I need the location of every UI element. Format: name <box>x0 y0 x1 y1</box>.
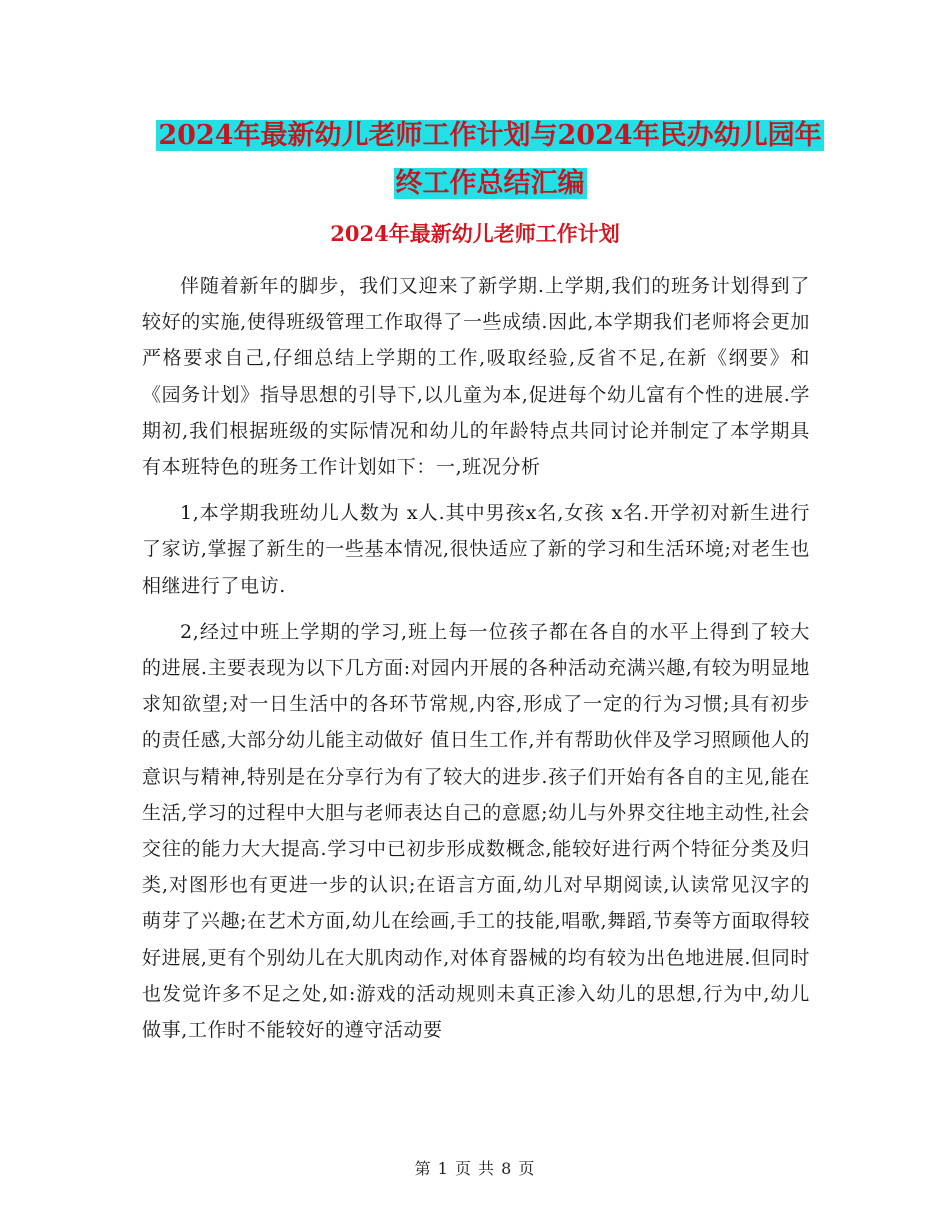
document-title <box>140 112 840 208</box>
document-body <box>142 268 810 1048</box>
paragraph-intro: 伴随着新年的脚步，我们又迎来了新学期.上学期,我们的班务计划得到了较好的实施,使得班级管理工作取得了一些成绩.因此,本学期我们老师将会更加严格要求自己,仔细总结上学期的工作,吸取经验,反省不足,在新《纲要》和《园务计划》指导思想的引导下,以儿童为本,促进每个幼儿富有个性的进展.学期初,我们根据班级的实际情况和幼儿的年龄特点共同讨论并制定了本学期具有本班特色的班务工作计划如下：一,班况分析 <box>142 275 810 479</box>
paragraph-progress: 2,经过中班上学期的学习,班上每一位孩子都在各自的水平上得到了较大的进展.主要表现为以下几方面:对园内开展的各种活动充满兴趣,有较为明显地求知欲望;对一日生活中的各环节常规,内容,形成了一定的行为习惯;具有初步的责任感,大部分幼儿能主动做好 值日生工作,并有帮助伙伴及学习照顾他人的意识与精神,特别是在分享行为有了较大的进步.孩子们开始有各自的主见,能在生活,学习的过程中大胆与老师表达自己的意愿;幼儿与外界交往地主动性,社会交往的能力大大提高.学习中已初步形成数概念,能较好进行两个特征分类及归类,对图形也有更进一步的认识;在语言方面,幼儿对早期阅读,认读常见汉字的萌芽了兴趣;在艺术方面,幼儿在绘画,手工的技能,唱歌,舞蹈,节奏等方面取得较好进展,更有个别幼儿在大肌肉动作,对体育器械的均有较为出色地进展.但同时也发觉许多不足之处,如:游戏的活动规则未真正渗入幼儿的思想,行为中,幼儿做事,工作时不能较好的遵守活动要 <box>142 620 810 1042</box>
document-title-line2: 终工作总结汇编 <box>395 168 585 199</box>
paragraph-class-size: 1,本学期我班幼儿人数为 x人.其中男孩x名,女孩 x名.开学初对新生进行了家访,掌握了新生的一些基本情况,很快适应了新的学习和生活环境;对老生也相继进行了电访. <box>142 502 810 597</box>
page-footer: 第 1 页 共 8 页 <box>414 1159 536 1178</box>
section-title: 2024年最新幼儿老师工作计划 <box>330 221 620 246</box>
document-title-line1: 2024年最新幼儿老师工作计划与2024年民办幼儿园年 <box>158 120 822 151</box>
